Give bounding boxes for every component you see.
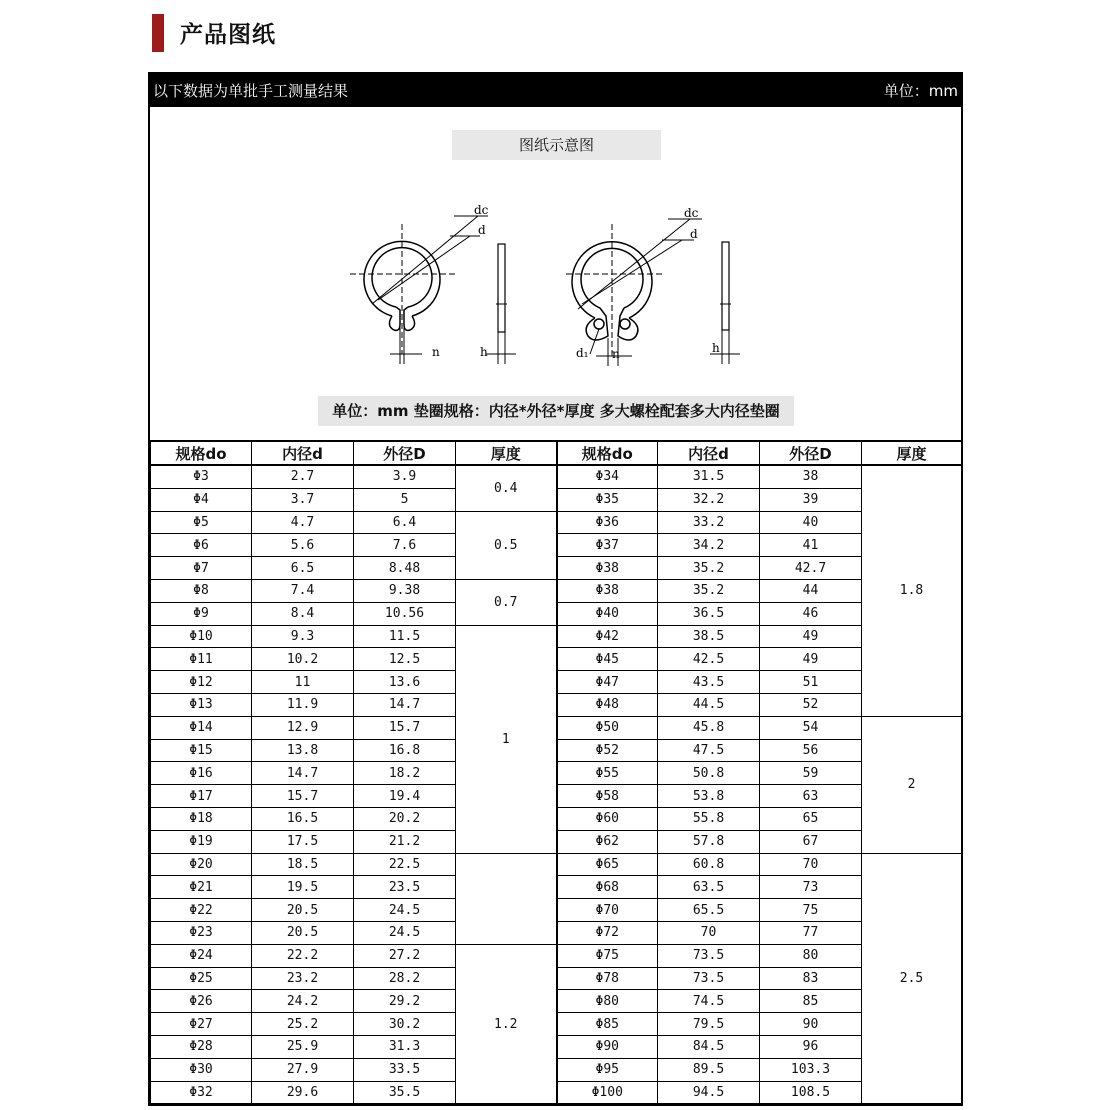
table-cell: 33.5 bbox=[354, 1058, 456, 1081]
table-cell: 30.2 bbox=[354, 1013, 456, 1036]
table-cell: 13.6 bbox=[354, 671, 456, 694]
table-cell: 7.6 bbox=[354, 534, 456, 557]
table-row bbox=[151, 967, 962, 990]
table-cell: Φ3 bbox=[151, 465, 252, 488]
table-cell: 24.2 bbox=[252, 990, 354, 1013]
table-cell: Φ25 bbox=[151, 967, 252, 990]
table-cell: 18.2 bbox=[354, 762, 456, 785]
col-header: 规格do bbox=[151, 441, 252, 465]
table-cell: Φ50 bbox=[557, 716, 658, 739]
table-row bbox=[151, 557, 962, 580]
table-cell: Φ90 bbox=[557, 1035, 658, 1058]
table-row bbox=[151, 807, 962, 830]
table-cell: Φ28 bbox=[151, 1035, 252, 1058]
table-cell: Φ37 bbox=[557, 534, 658, 557]
table-cell: 22.2 bbox=[252, 944, 354, 967]
table-cell: 13.8 bbox=[252, 739, 354, 762]
table-cell: 44 bbox=[760, 579, 862, 602]
table-row bbox=[151, 899, 962, 922]
table-cell: 11 bbox=[252, 671, 354, 694]
table-cell: 25.2 bbox=[252, 1013, 354, 1036]
table-cell: 9.3 bbox=[252, 625, 354, 648]
table-cell: Φ58 bbox=[557, 785, 658, 808]
table-cell: 24.5 bbox=[354, 921, 456, 944]
table-cell: Φ65 bbox=[557, 853, 658, 876]
thickness-cell: 2 bbox=[862, 716, 962, 853]
label-d1: d₁ bbox=[576, 346, 589, 360]
diagram-label: 图纸示意图 bbox=[452, 130, 661, 160]
table-cell: Φ34 bbox=[557, 465, 658, 488]
thickness-cell: 1.2 bbox=[456, 944, 557, 1104]
label-n-right: n bbox=[612, 347, 620, 361]
table-cell: 22.5 bbox=[354, 853, 456, 876]
table-cell: 9.38 bbox=[354, 579, 456, 602]
table-row bbox=[151, 579, 962, 602]
table-cell: 31.5 bbox=[658, 465, 760, 488]
label-h-right: h bbox=[712, 341, 720, 355]
header-strip bbox=[150, 74, 961, 107]
table-cell: 23.5 bbox=[354, 876, 456, 899]
table-row bbox=[151, 671, 962, 694]
table-cell: Φ5 bbox=[151, 511, 252, 534]
table-cell: 25.9 bbox=[252, 1035, 354, 1058]
label-h-left: h bbox=[480, 345, 488, 359]
table-cell: 20.5 bbox=[252, 921, 354, 944]
table-cell: 96 bbox=[760, 1035, 862, 1058]
table-cell: Φ60 bbox=[557, 807, 658, 830]
table-cell: 35.2 bbox=[658, 557, 760, 580]
table-cell: 11.5 bbox=[354, 625, 456, 648]
thickness-cell: 1.8 bbox=[862, 465, 962, 716]
table-cell: 27.9 bbox=[252, 1058, 354, 1081]
table-cell: Φ9 bbox=[151, 602, 252, 625]
table-cell: 19.5 bbox=[252, 876, 354, 899]
thickness-cell bbox=[456, 853, 557, 944]
table-cell: 45.8 bbox=[658, 716, 760, 739]
diagram-caption: 单位：mm 垫圈规格：内径*外径*厚度 多大螺栓配套多大内径垫圈 bbox=[318, 396, 794, 426]
table-cell: Φ68 bbox=[557, 876, 658, 899]
table-cell: 41 bbox=[760, 534, 862, 557]
table-cell: 4.7 bbox=[252, 511, 354, 534]
table-row bbox=[151, 465, 962, 488]
table-cell: 84.5 bbox=[658, 1035, 760, 1058]
table-cell: 8.48 bbox=[354, 557, 456, 580]
table-cell: Φ10 bbox=[151, 625, 252, 648]
table-cell: Φ35 bbox=[557, 488, 658, 511]
table-cell: 52 bbox=[760, 693, 862, 716]
table-cell: 65 bbox=[760, 807, 862, 830]
table-row bbox=[151, 990, 962, 1013]
table-cell: Φ80 bbox=[557, 990, 658, 1013]
table-row bbox=[151, 921, 962, 944]
table-cell: Φ8 bbox=[151, 579, 252, 602]
table-cell: Φ62 bbox=[557, 830, 658, 853]
table-cell: 44.5 bbox=[658, 693, 760, 716]
spec-table-body bbox=[151, 465, 962, 1104]
table-cell: Φ7 bbox=[151, 557, 252, 580]
table-cell: 47.5 bbox=[658, 739, 760, 762]
table-cell: 16.5 bbox=[252, 807, 354, 830]
table-cell: 14.7 bbox=[354, 693, 456, 716]
thickness-cell: 0.4 bbox=[456, 465, 557, 511]
table-cell: Φ11 bbox=[151, 648, 252, 671]
table-row bbox=[151, 648, 962, 671]
table-cell: 54 bbox=[760, 716, 862, 739]
table-cell: 3.9 bbox=[354, 465, 456, 488]
table-cell: 6.4 bbox=[354, 511, 456, 534]
table-row bbox=[151, 853, 962, 876]
table-cell: Φ26 bbox=[151, 990, 252, 1013]
table-cell: 32.2 bbox=[658, 488, 760, 511]
table-cell: 90 bbox=[760, 1013, 862, 1036]
table-cell: 21.2 bbox=[354, 830, 456, 853]
table-cell: Φ45 bbox=[557, 648, 658, 671]
table-cell: 80 bbox=[760, 944, 862, 967]
table-row bbox=[151, 944, 962, 967]
table-cell: Φ55 bbox=[557, 762, 658, 785]
col-header: 内径d bbox=[252, 441, 354, 465]
table-row bbox=[151, 876, 962, 899]
table-cell: 50.8 bbox=[658, 762, 760, 785]
table-cell: 6.5 bbox=[252, 557, 354, 580]
table-cell: 7.4 bbox=[252, 579, 354, 602]
table-row bbox=[151, 534, 962, 557]
table-cell: Φ95 bbox=[557, 1058, 658, 1081]
table-cell: 10.56 bbox=[354, 602, 456, 625]
table-cell: Φ40 bbox=[557, 602, 658, 625]
table-cell: 15.7 bbox=[252, 785, 354, 808]
label-dc-right: dc bbox=[684, 206, 699, 220]
table-cell: 59 bbox=[760, 762, 862, 785]
table-cell: Φ6 bbox=[151, 534, 252, 557]
table-cell: 28.2 bbox=[354, 967, 456, 990]
table-cell: Φ15 bbox=[151, 739, 252, 762]
label-d-right: d bbox=[690, 227, 698, 241]
table-cell: 56 bbox=[760, 739, 862, 762]
table-cell: 53.8 bbox=[658, 785, 760, 808]
table-cell: 18.5 bbox=[252, 853, 354, 876]
table-row bbox=[151, 488, 962, 511]
table-cell: 79.5 bbox=[658, 1013, 760, 1036]
table-cell: 103.3 bbox=[760, 1058, 862, 1081]
table-cell: 34.2 bbox=[658, 534, 760, 557]
table-cell: Φ13 bbox=[151, 693, 252, 716]
col-header: 外径D bbox=[760, 441, 862, 465]
table-cell: Φ16 bbox=[151, 762, 252, 785]
table-row bbox=[151, 762, 962, 785]
table-cell: Φ27 bbox=[151, 1013, 252, 1036]
table-cell: 75 bbox=[760, 899, 862, 922]
table-cell: 11.9 bbox=[252, 693, 354, 716]
table-cell: 73.5 bbox=[658, 944, 760, 967]
col-header: 外径D bbox=[354, 441, 456, 465]
table-cell: 74.5 bbox=[658, 990, 760, 1013]
col-header: 厚度 bbox=[862, 441, 962, 465]
spec-table bbox=[150, 440, 962, 1104]
table-cell: Φ36 bbox=[557, 511, 658, 534]
thickness-cell: 2.5 bbox=[862, 853, 962, 1104]
table-cell: 29.2 bbox=[354, 990, 456, 1013]
table-cell: 33.2 bbox=[658, 511, 760, 534]
table-cell: Φ38 bbox=[557, 579, 658, 602]
table-cell: Φ78 bbox=[557, 967, 658, 990]
table-cell: Φ18 bbox=[151, 807, 252, 830]
table-cell: Φ12 bbox=[151, 671, 252, 694]
table-cell: Φ20 bbox=[151, 853, 252, 876]
table-cell: 5.6 bbox=[252, 534, 354, 557]
col-header: 内径d bbox=[658, 441, 760, 465]
table-cell: Φ85 bbox=[557, 1013, 658, 1036]
table-cell: 20.5 bbox=[252, 899, 354, 922]
table-cell: 12.9 bbox=[252, 716, 354, 739]
measurement-note: 以下数据为单批手工测量结果 bbox=[153, 82, 349, 100]
table-cell: 15.7 bbox=[354, 716, 456, 739]
thickness-cell: 1 bbox=[456, 625, 557, 853]
table-cell: 20.2 bbox=[354, 807, 456, 830]
table-cell: 36.5 bbox=[658, 602, 760, 625]
table-cell: 42.5 bbox=[658, 648, 760, 671]
table-cell: 35.2 bbox=[658, 579, 760, 602]
table-cell: 17.5 bbox=[252, 830, 354, 853]
table-cell: Φ22 bbox=[151, 899, 252, 922]
table-cell: Φ24 bbox=[151, 944, 252, 967]
table-cell: 2.7 bbox=[252, 465, 354, 488]
table-row bbox=[151, 785, 962, 808]
table-cell: 39 bbox=[760, 488, 862, 511]
table-cell: 16.8 bbox=[354, 739, 456, 762]
table-cell: Φ23 bbox=[151, 921, 252, 944]
table-cell: 38.5 bbox=[658, 625, 760, 648]
table-cell: 108.5 bbox=[760, 1081, 862, 1104]
table-cell: 27.2 bbox=[354, 944, 456, 967]
table-cell: Φ48 bbox=[557, 693, 658, 716]
circlip-small-drawing bbox=[350, 216, 516, 364]
table-cell: 49 bbox=[760, 625, 862, 648]
table-cell: 70 bbox=[658, 921, 760, 944]
table-row bbox=[151, 511, 962, 534]
table-row bbox=[151, 1013, 962, 1036]
table-cell: 23.2 bbox=[252, 967, 354, 990]
table-cell: Φ47 bbox=[557, 671, 658, 694]
table-cell: 10.2 bbox=[252, 648, 354, 671]
table-cell: 35.5 bbox=[354, 1081, 456, 1104]
table-cell: 57.8 bbox=[658, 830, 760, 853]
table-cell: 19.4 bbox=[354, 785, 456, 808]
table-cell: Φ100 bbox=[557, 1081, 658, 1104]
table-cell: Φ52 bbox=[557, 739, 658, 762]
table-cell: 67 bbox=[760, 830, 862, 853]
table-row bbox=[151, 1058, 962, 1081]
table-cell: 70 bbox=[760, 853, 862, 876]
circlip-diagram bbox=[350, 204, 770, 374]
table-cell: 60.8 bbox=[658, 853, 760, 876]
table-cell: 38 bbox=[760, 465, 862, 488]
col-header: 厚度 bbox=[456, 441, 557, 465]
title-accent-bar bbox=[152, 14, 164, 52]
table-cell: 73 bbox=[760, 876, 862, 899]
table-row bbox=[151, 739, 962, 762]
table-cell: 5 bbox=[354, 488, 456, 511]
table-cell: 40 bbox=[760, 511, 862, 534]
table-cell: 63.5 bbox=[658, 876, 760, 899]
table-row bbox=[151, 625, 962, 648]
label-d-left: d bbox=[478, 223, 486, 237]
thickness-cell: 0.7 bbox=[456, 579, 557, 625]
table-cell: 31.3 bbox=[354, 1035, 456, 1058]
table-cell: 89.5 bbox=[658, 1058, 760, 1081]
table-row bbox=[151, 602, 962, 625]
table-cell: Φ4 bbox=[151, 488, 252, 511]
table-cell: 29.6 bbox=[252, 1081, 354, 1104]
table-cell: 55.8 bbox=[658, 807, 760, 830]
table-cell: 51 bbox=[760, 671, 862, 694]
table-cell: Φ75 bbox=[557, 944, 658, 967]
unit-label: 单位：mm bbox=[883, 82, 958, 100]
table-cell: 14.7 bbox=[252, 762, 354, 785]
table-cell: Φ21 bbox=[151, 876, 252, 899]
table-cell: Φ38 bbox=[557, 557, 658, 580]
table-cell: 49 bbox=[760, 648, 862, 671]
table-cell: 8.4 bbox=[252, 602, 354, 625]
table-cell: 73.5 bbox=[658, 967, 760, 990]
table-cell: Φ19 bbox=[151, 830, 252, 853]
table-cell: Φ30 bbox=[151, 1058, 252, 1081]
table-cell: Φ32 bbox=[151, 1081, 252, 1104]
table-cell: 24.5 bbox=[354, 899, 456, 922]
table-cell: 94.5 bbox=[658, 1081, 760, 1104]
table-cell: 83 bbox=[760, 967, 862, 990]
table-cell: 42.7 bbox=[760, 557, 862, 580]
table-cell: Φ42 bbox=[557, 625, 658, 648]
label-dc-left: dc bbox=[474, 204, 489, 217]
table-cell: 85 bbox=[760, 990, 862, 1013]
table-row bbox=[151, 1035, 962, 1058]
col-header: 规格do bbox=[557, 441, 658, 465]
table-cell: Φ72 bbox=[557, 921, 658, 944]
table-row bbox=[151, 716, 962, 739]
table-cell: 12.5 bbox=[354, 648, 456, 671]
table-cell: Φ17 bbox=[151, 785, 252, 808]
drawing-panel bbox=[148, 72, 963, 1106]
table-cell: 63 bbox=[760, 785, 862, 808]
table-header-row bbox=[151, 441, 962, 465]
table-cell: Φ70 bbox=[557, 899, 658, 922]
table-cell: 3.7 bbox=[252, 488, 354, 511]
table-row bbox=[151, 693, 962, 716]
table-cell: 46 bbox=[760, 602, 862, 625]
table-cell: 77 bbox=[760, 921, 862, 944]
thickness-cell: 0.5 bbox=[456, 511, 557, 579]
table-cell: Φ14 bbox=[151, 716, 252, 739]
table-cell: 65.5 bbox=[658, 899, 760, 922]
table-row bbox=[151, 1081, 962, 1104]
label-n-left: n bbox=[432, 345, 440, 359]
page-title: 产品图纸 bbox=[180, 22, 276, 48]
table-cell: 43.5 bbox=[658, 671, 760, 694]
table-row bbox=[151, 830, 962, 853]
